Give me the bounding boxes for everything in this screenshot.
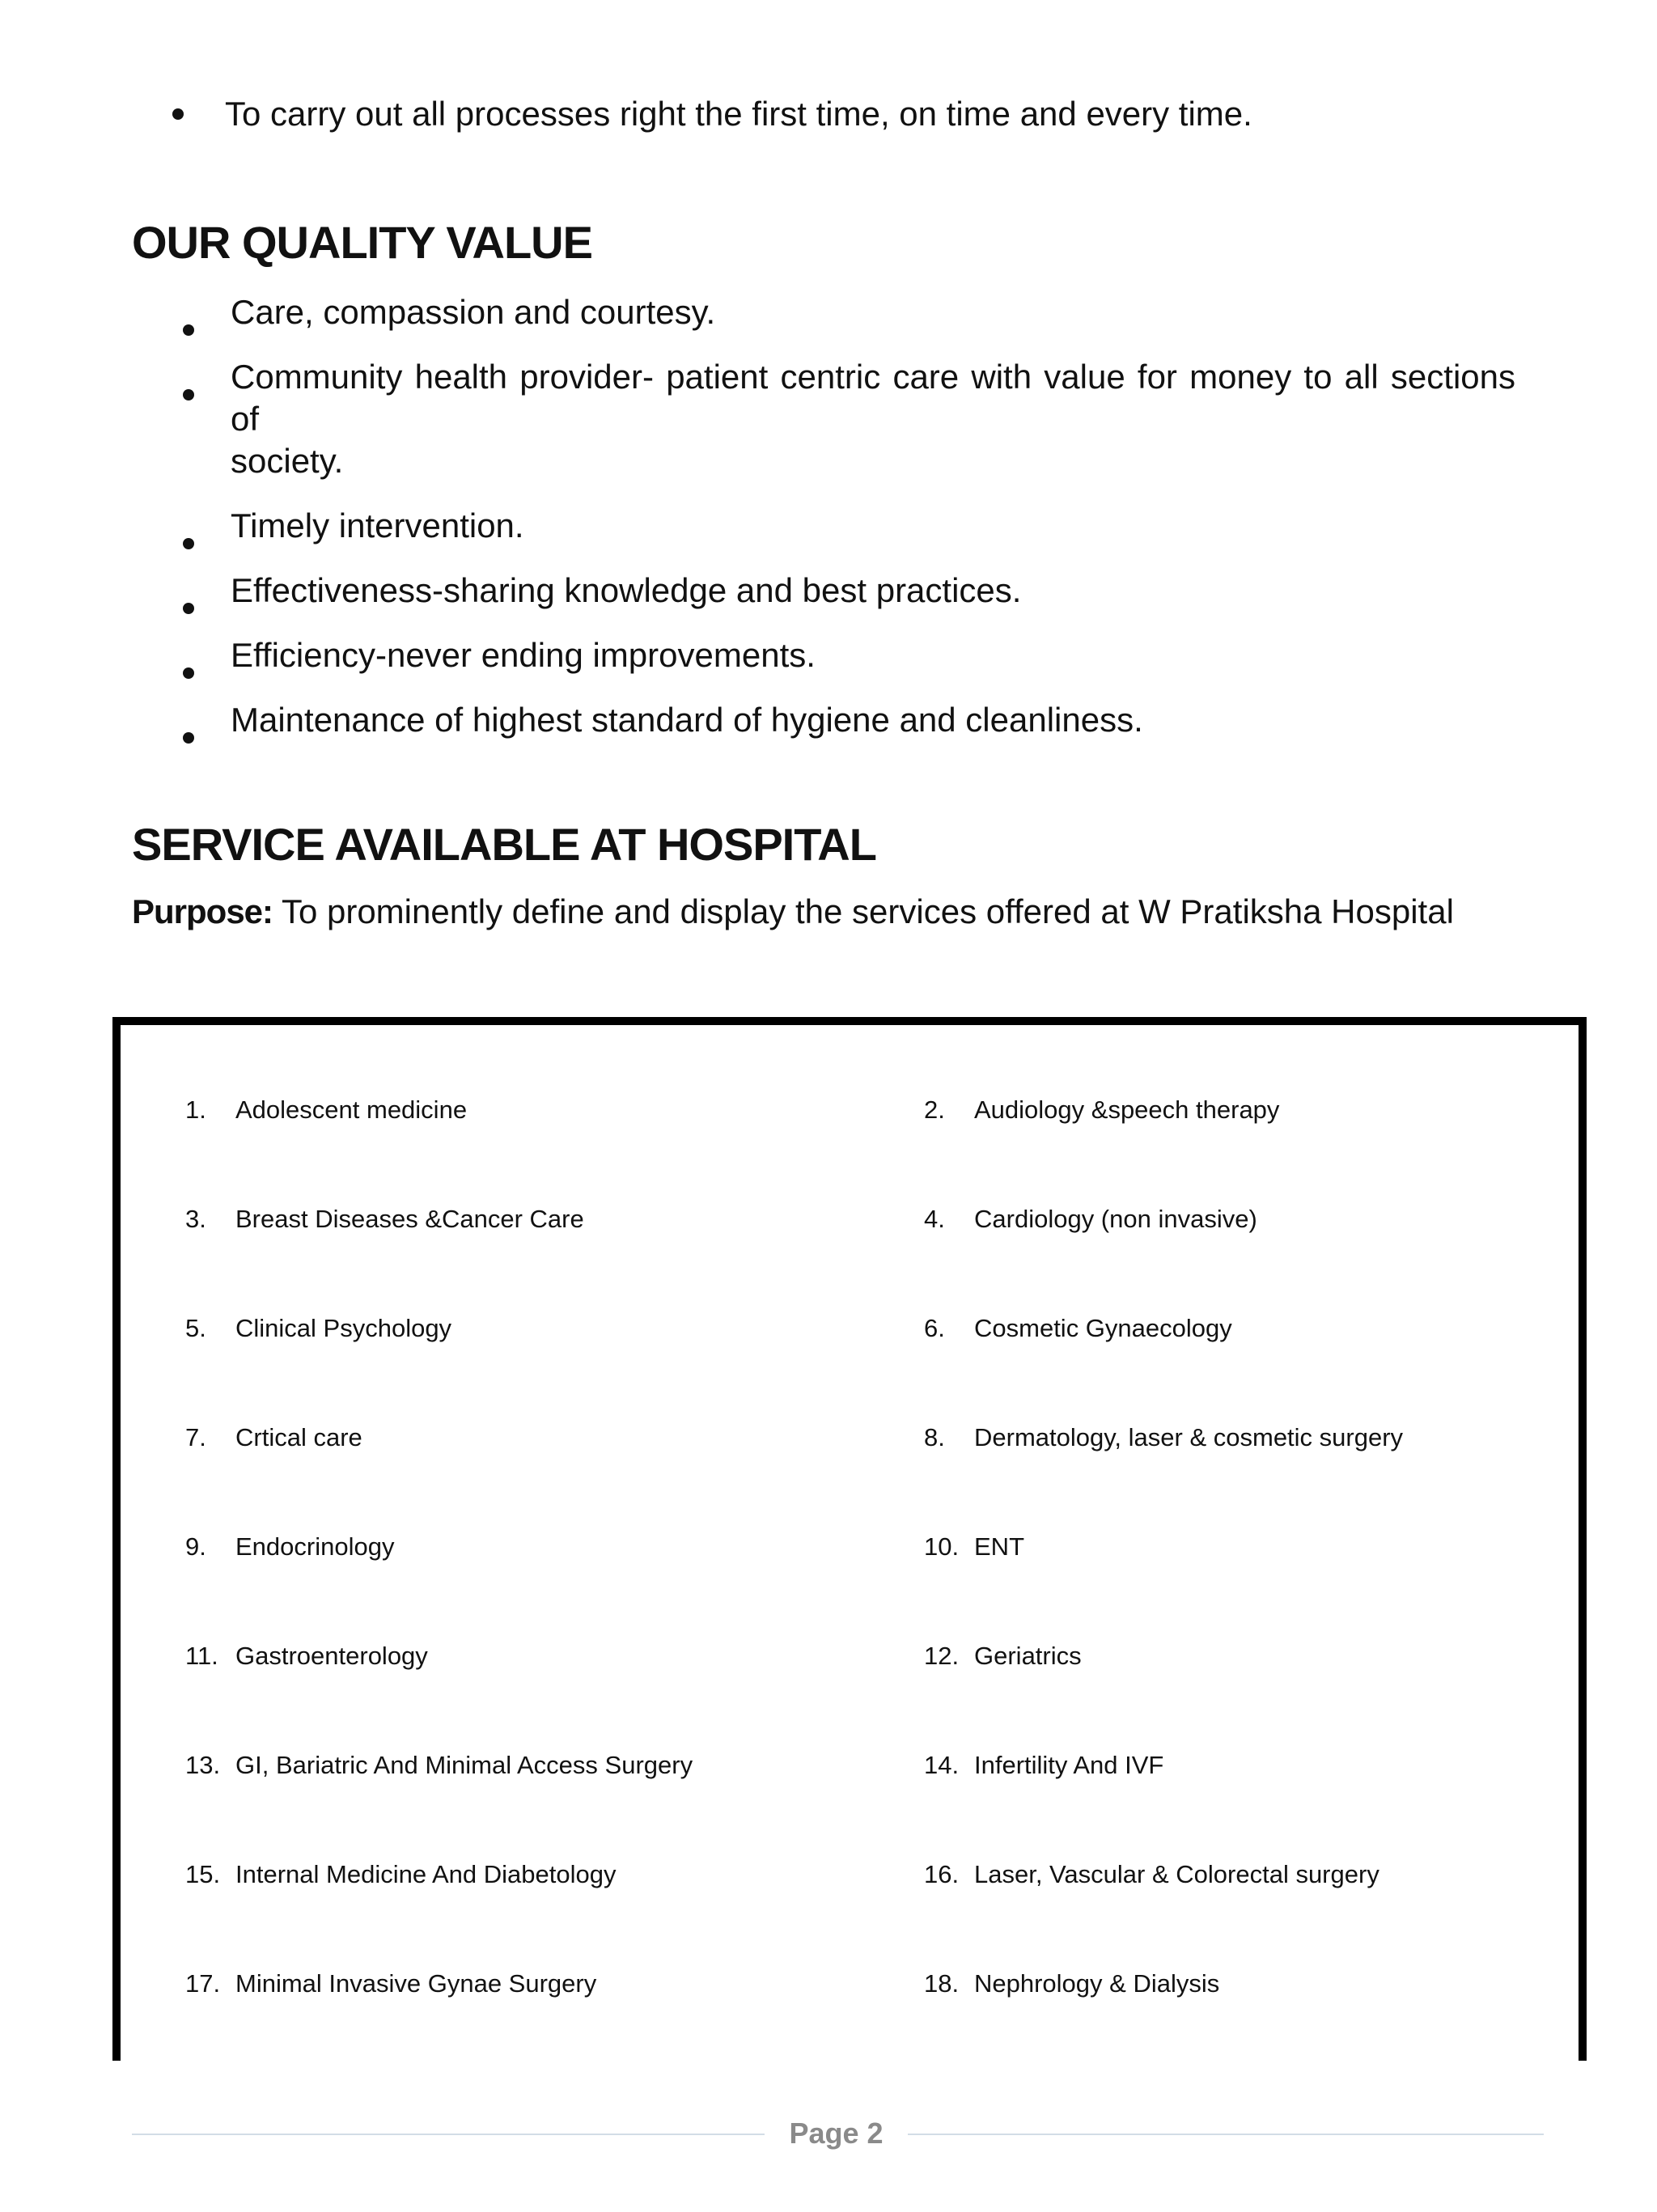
list-item: [132, 356, 1515, 482]
service-number: 8.: [924, 1423, 945, 1451]
service-number: 1.: [185, 1095, 206, 1124]
bullet-icon: [183, 324, 194, 336]
service-label: ENT: [974, 1532, 1024, 1561]
service-list-item: [185, 1312, 451, 1345]
bullet-icon: [183, 389, 194, 400]
services-heading: SERVICE AVAILABLE AT HOSPITAL: [132, 819, 876, 870]
service-number: 4.: [924, 1205, 945, 1233]
service-label: Geriatrics: [974, 1642, 1082, 1670]
service-label: Breast Diseases &Cancer Care: [235, 1205, 584, 1233]
list-item: [132, 505, 1515, 547]
list-item-text: Maintenance of highest standard of hygiene and cleanliness.: [231, 701, 1143, 739]
service-number: 7.: [185, 1423, 206, 1451]
bullet-icon: [172, 108, 184, 120]
bullet-icon: [183, 732, 194, 744]
quality-value-list: [132, 291, 1515, 764]
service-label: Clinical Psychology: [235, 1314, 452, 1342]
bullet-icon: [183, 538, 194, 549]
service-list-item: [185, 1858, 616, 1891]
list-item-text: Efficiency-never ending improvements.: [231, 636, 816, 674]
mission-bullet-text: To carry out all processes right the first time, on time and every time.: [225, 95, 1252, 133]
mission-bullet-item: [172, 91, 1252, 138]
service-number: 17.: [185, 1969, 221, 1998]
service-label: Cardiology (non invasive): [974, 1205, 1257, 1233]
purpose-statement: [132, 888, 1454, 935]
service-number: 11.: [185, 1642, 218, 1670]
service-list-item: [185, 1203, 584, 1235]
service-label: Laser, Vascular & Colorectal surgery: [974, 1860, 1379, 1888]
service-number: 3.: [185, 1205, 206, 1233]
footer-divider-left: [132, 2134, 765, 2135]
bullet-icon: [183, 603, 194, 614]
service-list-item: [185, 1531, 394, 1563]
service-list-item: [924, 1203, 1257, 1235]
service-label: Cosmetic Gynaecology: [974, 1314, 1232, 1342]
service-number: 2.: [924, 1095, 945, 1124]
service-number: 15.: [185, 1860, 221, 1888]
list-item: [132, 634, 1515, 676]
service-label: Dermatology, laser & cosmetic surgery: [974, 1423, 1404, 1451]
quality-value-heading: OUR QUALITY VALUE: [132, 217, 592, 268]
service-number: 16.: [924, 1860, 960, 1888]
list-item-text: Effectiveness-sharing knowledge and best practices.: [231, 571, 1022, 609]
service-list-item: [185, 1640, 428, 1672]
service-list-item: [185, 1422, 362, 1454]
service-label: Adolescent medicine: [235, 1095, 468, 1124]
service-number: 5.: [185, 1314, 206, 1342]
footer-divider-right: [908, 2134, 1544, 2135]
service-label: Infertility And IVF: [974, 1751, 1164, 1779]
service-list-item: [924, 1094, 1279, 1126]
list-item: [132, 699, 1515, 741]
list-item: [132, 570, 1515, 612]
service-label: Internal Medicine And Diabetology: [235, 1860, 617, 1888]
purpose-text: To prominently define and display the services offered at W Pratiksha Hospital: [273, 892, 1454, 930]
services-table: [112, 1017, 1587, 2061]
service-label: Gastroenterology: [235, 1642, 428, 1670]
list-item: [132, 291, 1515, 333]
service-list-item: [924, 1640, 1082, 1672]
page-number: Page 2: [789, 2117, 884, 2150]
service-list-item: [924, 1531, 1024, 1563]
service-number: 18.: [924, 1969, 960, 1998]
service-list-item: [924, 1858, 1379, 1891]
list-item-text: Care, compassion and courtesy.: [231, 293, 716, 331]
list-item-text: Timely intervention.: [231, 506, 524, 545]
service-list-item: [185, 1094, 467, 1126]
service-number: 9.: [185, 1532, 206, 1561]
purpose-label: Purpose:: [132, 892, 273, 930]
service-label: Crtical care: [235, 1423, 362, 1451]
service-number: 14.: [924, 1751, 960, 1779]
service-list-item: [924, 1968, 1219, 2000]
service-number: 13.: [185, 1751, 221, 1779]
service-list-item: [185, 1749, 693, 1782]
service-number: 6.: [924, 1314, 945, 1342]
service-label: GI, Bariatric And Minimal Access Surgery: [235, 1751, 693, 1779]
list-item-text-line-1: Community health provider- patient centric care with value for money to all sections of: [231, 358, 1515, 438]
bullet-icon: [183, 667, 194, 679]
service-list-item: [185, 1968, 596, 2000]
service-list-item: [924, 1749, 1163, 1782]
service-number: 12.: [924, 1642, 960, 1670]
service-label: Minimal Invasive Gynae Surgery: [235, 1969, 597, 1998]
service-list-item: [924, 1422, 1403, 1454]
service-list-item: [924, 1312, 1232, 1345]
service-number: 10.: [924, 1532, 960, 1561]
list-item-text-line-2: society.: [231, 442, 344, 480]
service-label: Nephrology & Dialysis: [974, 1969, 1220, 1998]
service-label: Endocrinology: [235, 1532, 395, 1561]
service-label: Audiology &speech therapy: [974, 1095, 1280, 1124]
